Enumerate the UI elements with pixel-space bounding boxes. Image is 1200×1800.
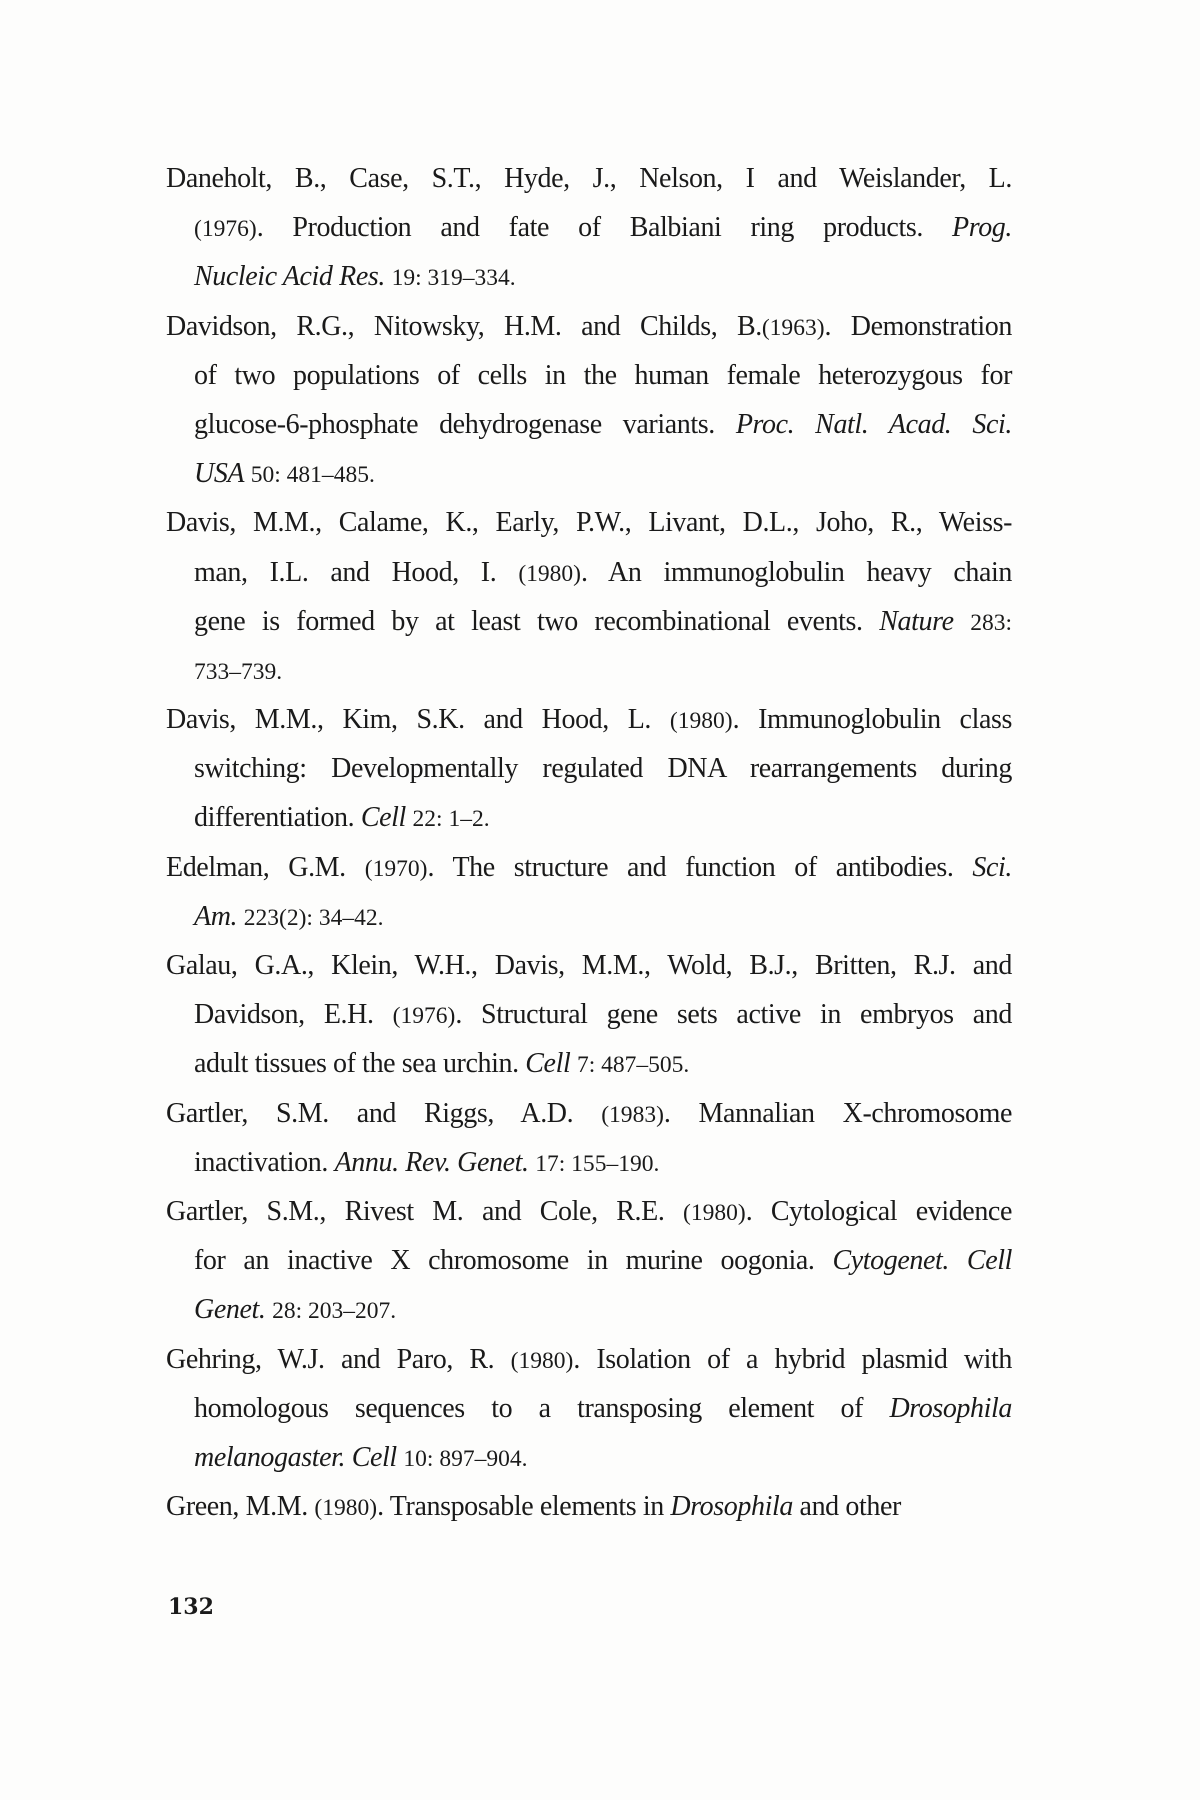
citation-number: 19: 319–334. — [391, 265, 516, 292]
reference-line — [166, 154, 1012, 203]
citation-number: (1970) — [364, 855, 428, 882]
reference-entry — [166, 1089, 1012, 1187]
citation-text: . Immunoglobulin class — [732, 704, 1012, 736]
citation-text: Davis, M.M., Kim, S.K. and Hood, L. — [166, 704, 670, 736]
citation-text — [345, 1442, 352, 1473]
reference-line — [166, 1039, 1012, 1088]
citation-text: homologous sequences to a transposing element of — [194, 1392, 890, 1424]
citation-text: . Transposable elements in — [377, 1491, 671, 1523]
citation-number: (1980) — [518, 560, 582, 587]
reference-line — [166, 203, 1012, 252]
citation-text: Gartler, S.M. and Riggs, A.D. — [166, 1097, 602, 1129]
citation-number: 10: 897–904. — [403, 1445, 528, 1472]
reference-line — [166, 1384, 1012, 1433]
reference-list — [166, 154, 1012, 1531]
reference-entry — [166, 1482, 1012, 1531]
citation-journal: Cytogenet. Cell — [832, 1245, 1012, 1277]
reference-line — [166, 548, 1012, 597]
citation-text: man, I.L. and Hood, I. — [194, 556, 519, 588]
citation-text — [954, 606, 971, 637]
citation-journal: Proc. Natl. Acad. Sci. — [735, 408, 1012, 440]
citation-text: gene is formed by at least two recombinational events. — [194, 605, 880, 637]
citation-text: glucose-6-phosphate dehydrogenase variants. — [194, 408, 736, 440]
reference-entry — [166, 843, 1012, 941]
citation-text: switching: Developmentally regulated DNA rearrangements during — [194, 753, 1012, 785]
reference-line — [166, 252, 1012, 301]
citation-text: for an inactive X chromosome in murine oogonia. — [194, 1245, 833, 1277]
reference-line — [166, 1089, 1012, 1138]
reference-entry — [166, 1335, 1012, 1483]
citation-journal: Annu. Rev. Genet. — [334, 1146, 529, 1178]
citation-text: . The structure and function of antibodies. — [427, 851, 973, 883]
citation-number: (1980) — [669, 708, 733, 735]
citation-journal: melanogaster. — [194, 1441, 346, 1473]
citation-journal: Nature — [879, 605, 954, 637]
reference-line — [166, 302, 1012, 351]
citation-number: 50: 481–485. — [250, 462, 375, 489]
citation-number: (1983) — [601, 1101, 664, 1128]
reference-line — [166, 498, 1012, 547]
citation-text: adult tissues of the sea urchin. — [194, 1048, 526, 1080]
citation-journal: Cell — [360, 802, 406, 834]
citation-text: Davis, M.M., Calame, K., Early, P.W., Livant, D.L., Joho, R., Weiss- — [166, 507, 1012, 539]
citation-text: . Isolation of a hybrid plasmid with — [573, 1343, 1012, 1375]
reference-entry — [166, 498, 1012, 695]
citation-number: (1963) — [761, 314, 825, 341]
citation-text: . Demonstration — [824, 310, 1012, 342]
citation-text: . An immunoglobulin heavy chain — [581, 556, 1012, 588]
reference-entry — [166, 302, 1012, 499]
citation-number: 7: 487–505. — [576, 1052, 690, 1079]
citation-text: and other — [792, 1491, 901, 1523]
citation-journal: Nucleic Acid Res. — [194, 261, 385, 293]
citation-text — [406, 802, 413, 833]
reference-line — [166, 892, 1012, 941]
citation-text: Gartler, S.M., Rivest M. and Cole, R.E. — [166, 1195, 683, 1227]
citation-text: Davidson, R.G., Nitowsky, H.M. and Childs, B. — [166, 310, 762, 342]
citation-journal: Drosophila — [889, 1392, 1012, 1424]
citation-number: (1976) — [392, 1003, 456, 1030]
reference-entry — [166, 941, 1012, 1089]
citation-text: Galau, G.A., Klein, W.H., Davis, M.M., Wold, B.J., Britten, R.J. and — [166, 950, 1012, 981]
citation-number: (1980) — [683, 1199, 746, 1226]
citation-text: Edelman, G.M. — [166, 851, 365, 883]
citation-text — [385, 261, 392, 292]
reference-line — [166, 1335, 1012, 1384]
reference-line — [166, 1482, 1012, 1531]
reference-line — [166, 1433, 1012, 1482]
citation-text: . Structural gene sets active in embryos and — [455, 999, 1012, 1031]
citation-text: . Cytological evidence — [745, 1195, 1012, 1227]
citation-journal: USA — [194, 458, 245, 490]
reference-entry — [166, 154, 1012, 302]
reference-line — [166, 695, 1012, 744]
reference-line — [166, 400, 1012, 449]
reference-line — [166, 843, 1012, 892]
citation-number: 733–739. — [194, 658, 283, 685]
citation-journal: Cell — [351, 1441, 397, 1473]
reference-line — [166, 646, 1012, 695]
reference-line — [166, 1236, 1012, 1285]
citation-number: (1980) — [510, 1347, 574, 1374]
citation-number: 283: — [970, 609, 1012, 636]
page-number: 132 — [168, 1594, 214, 1620]
citation-journal: Cell — [525, 1048, 571, 1080]
reference-line — [166, 941, 1012, 990]
citation-journal: Am. — [194, 900, 238, 932]
citation-journal: Prog. — [952, 212, 1012, 244]
citation-text: . Mannalian X-chromosome — [663, 1097, 1012, 1129]
citation-text: Davidson, E.H. — [194, 999, 393, 1031]
reference-line — [166, 1187, 1012, 1236]
citation-number: (1980) — [314, 1495, 378, 1522]
citation-journal: Genet. — [194, 1294, 266, 1326]
citation-text: differentiation. — [194, 802, 361, 834]
citation-journal: Drosophila — [670, 1491, 793, 1523]
citation-text: Green, M.M. — [166, 1491, 315, 1523]
citation-number: (1976) — [194, 216, 257, 243]
citation-text: . Production and fate of Balbiani ring products. — [256, 212, 953, 244]
reference-line — [166, 1138, 1012, 1187]
reference-line — [166, 597, 1012, 646]
citation-journal: Sci. — [972, 851, 1012, 883]
reference-line — [166, 744, 1012, 793]
reference-entry — [166, 1187, 1012, 1335]
citation-text — [237, 901, 244, 932]
reference-line — [166, 990, 1012, 1039]
reference-entry — [166, 695, 1012, 843]
citation-text: Daneholt, B., Case, S.T., Hyde, J., Nelson, I and Weislander, L. — [166, 163, 1012, 194]
reference-line — [166, 351, 1012, 400]
citation-number: 22: 1–2. — [412, 806, 490, 833]
citation-text — [570, 1048, 577, 1079]
reference-line — [166, 793, 1012, 842]
citation-number: 17: 155–190. — [535, 1150, 660, 1177]
citation-text — [244, 458, 251, 489]
reference-line — [166, 1285, 1012, 1334]
citation-number: 223(2): 34–42. — [243, 904, 384, 931]
citation-text: of two populations of cells in the human female heterozygous for — [194, 359, 1012, 391]
citation-text: Gehring, W.J. and Paro, R. — [166, 1343, 511, 1375]
citation-text: inactivation. — [194, 1146, 335, 1178]
reference-line — [166, 449, 1012, 498]
citation-number: 28: 203–207. — [272, 1298, 397, 1325]
